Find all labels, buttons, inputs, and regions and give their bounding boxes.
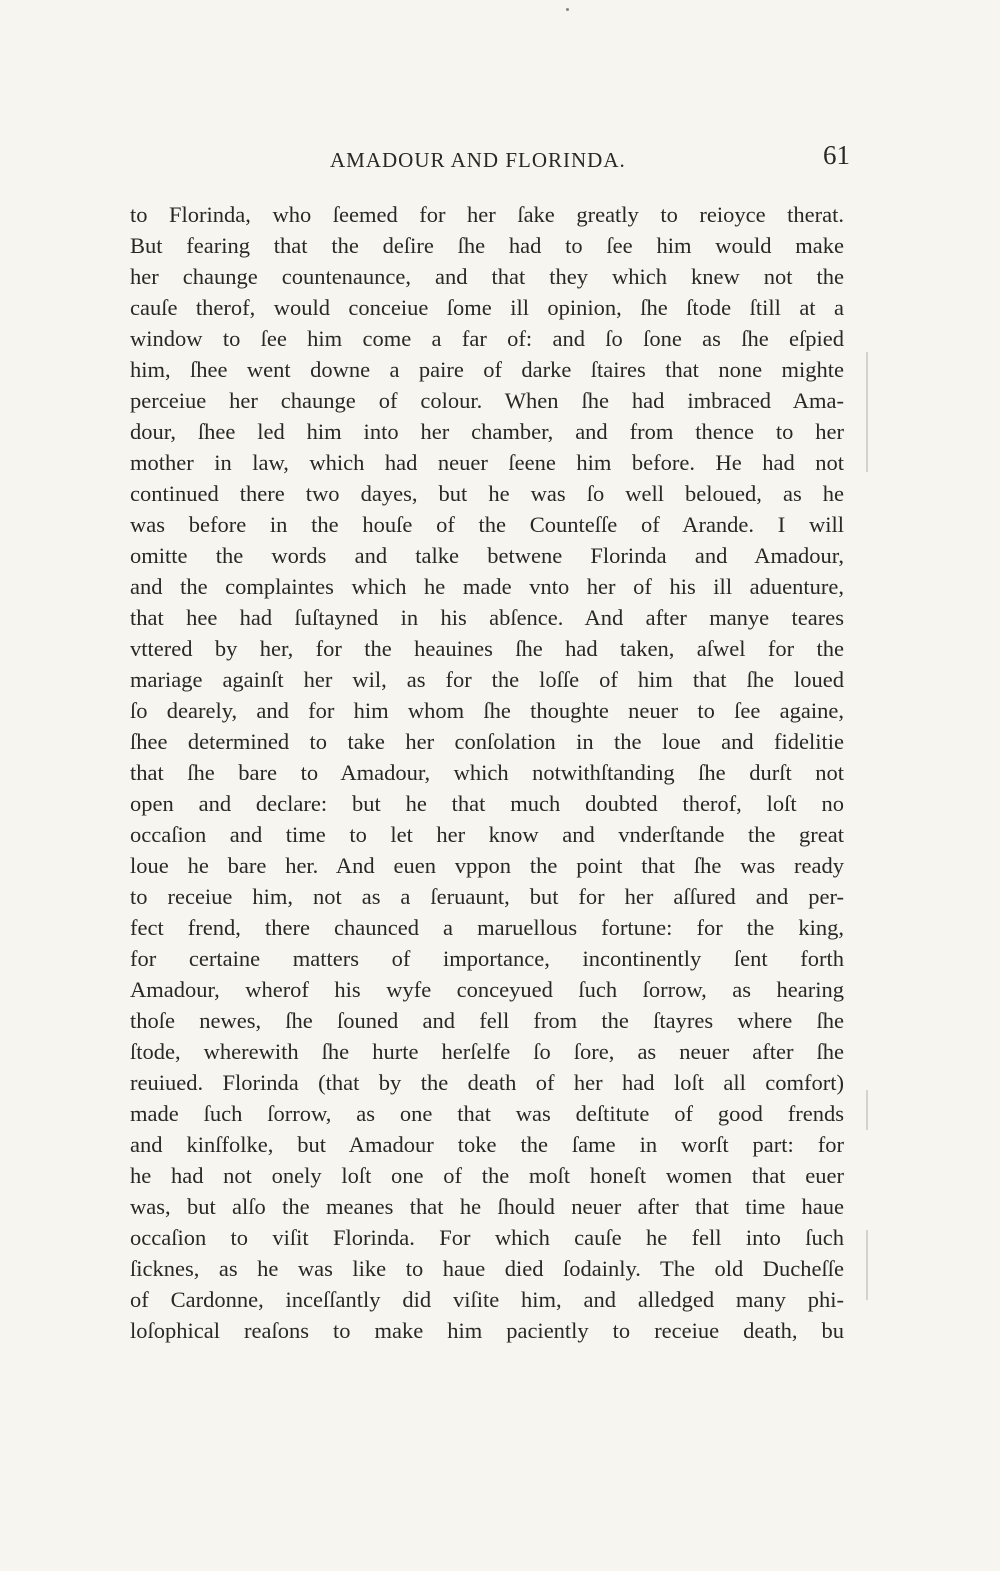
text-line: loſophical reaſons to make him paciently to receiue death, bu [130,1318,844,1343]
text-line: and kinſfolke, but Amadour toke the ſame in worſt part: for [130,1132,844,1157]
page-number: 61 [823,140,850,170]
running-head [130,140,850,180]
text-line: that hee had ſuſtayned in his abſence. And after manye teares [130,605,844,630]
margin-mark [866,1230,868,1300]
running-title: AMADOUR AND FLORINDA. [330,148,626,172]
text-line: vttered by her, for the heauines ſhe had taken, aſwel for the [130,636,844,661]
margin-mark [866,1090,868,1130]
ink-speck [566,8,569,11]
text-line: that ſhe bare to Amadour, which notwithſtanding ſhe durſt not [130,760,844,785]
text-line: perceiue her chaunge of colour. When ſhe had imbraced Ama- [130,388,844,413]
text-line: loue he bare her. And euen vppon the point that ſhe was ready [130,853,844,878]
text-line: continued there two dayes, but he was ſo well beloued, as he [130,481,844,506]
text-line: for certaine matters of importance, incontinently ſent forth [130,946,844,971]
text-line: ſicknes, as he was like to haue died ſodainly. The old Ducheſſe [130,1256,844,1281]
text-line: open and declare: but he that much doubted therof, loſt no [130,791,844,816]
text-line: to Florinda, who ſeemed for her ſake greatly to reioyce therat. [130,202,844,227]
text-line: dour, ſhee led him into her chamber, and from thence to her [130,419,844,444]
body-text [130,199,844,1346]
text-line: of Cardonne, inceſſantly did viſite him, and alledged many phi- [130,1287,844,1312]
text-line: reuiued. Florinda (that by the death of her had loſt all comfort) [130,1070,844,1095]
text-line: was, but alſo the meanes that he ſhould neuer after that time haue [130,1194,844,1219]
text-line: But fearing that the deſire ſhe had to ſee him would make [130,233,844,258]
text-line: and the complaintes which he made vnto her of his ill aduenture, [130,574,844,599]
text-line: mariage againſt her wil, as for the loſſe of him that ſhe loued [130,667,844,692]
text-line: omitte the words and talke betwene Florinda and Amadour, [130,543,844,568]
text-line: occaſion and time to let her know and vnderſtande the great [130,822,844,847]
text-line: him, ſhee went downe a paire of darke ſtaires that none mighte [130,357,844,382]
text-line: to receiue him, not as a ſeruaunt, but for her aſſured and per- [130,884,844,909]
text-line: ſhee determined to take her conſolation in the loue and fidelitie [130,729,844,754]
text-line: cauſe therof, would conceiue ſome ill opinion, ſhe ſtode ſtill at a [130,295,844,320]
text-line: made ſuch ſorrow, as one that was deſtitute of good frends [130,1101,844,1126]
text-line: was before in the houſe of the Counteſſe of Arande. I will [130,512,844,537]
text-line: occaſion to viſit Florinda. For which cauſe he fell into ſuch [130,1225,844,1250]
text-line: thoſe newes, ſhe ſouned and fell from the ſtayres where ſhe [130,1008,844,1033]
text-line: Amadour, wherof his wyfe conceyued ſuch ſorrow, as hearing [130,977,844,1002]
margin-mark [866,352,868,472]
text-line: he had not onely loſt one of the moſt honeſt women that euer [130,1163,844,1188]
text-line: window to ſee him come a far of: and ſo ſone as ſhe eſpied [130,326,844,351]
text-line: ſtode, wherewith ſhe hurte herſelfe ſo ſore, as neuer after ſhe [130,1039,844,1064]
text-line: fect frend, there chaunced a maruellous fortune: for the king, [130,915,844,940]
text-line: ſo dearely, and for him whom ſhe thoughte neuer to ſee againe, [130,698,844,723]
text-line: mother in law, which had neuer ſeene him before. He had not [130,450,844,475]
text-line: her chaunge countenaunce, and that they which knew not the [130,264,844,289]
